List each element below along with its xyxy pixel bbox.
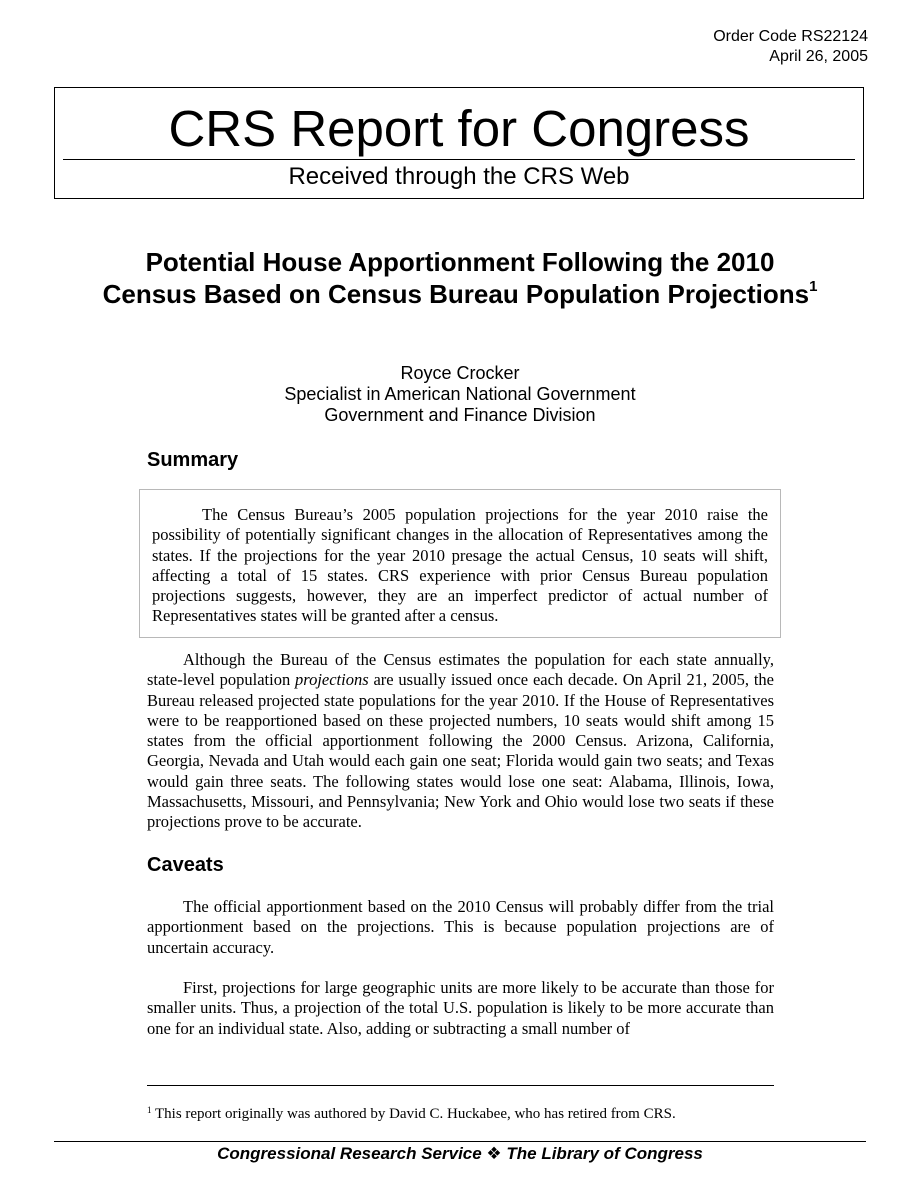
summary-heading: Summary (147, 449, 239, 471)
footer-divider (54, 1141, 866, 1142)
author-division: Government and Finance Division (324, 405, 596, 425)
banner-divider (63, 159, 855, 160)
footnote-divider (147, 1085, 774, 1086)
author-name: Royce Crocker (400, 363, 520, 383)
summary-box (139, 489, 781, 638)
title-footnote-mark[interactable]: 1 (809, 278, 818, 295)
report-date: April 26, 2005 (769, 48, 868, 65)
intro-emphasis: projections (295, 670, 369, 690)
banner-subtitle: Received through the CRS Web (288, 163, 630, 190)
footnote-text: This report originally was authored by David C. Huckabee, who has retired from CRS. (154, 1106, 676, 1122)
intro-text-start: Although the Bureau of the Census estimates the population for each state annually, state-level population (147, 650, 774, 690)
footnote-mark: 1 (147, 1105, 152, 1115)
intro-text-end: are usually issued once each decade. On April 21, 2005, the Bureau released projected state populations for the year 2010. If the House of Representatives were to be reapportioned based on these projected numbers, 10 seats would shift among 15 states from the official apportionment following the 2000 Census. Arizona, California, Georgia, Nevada and Utah would each gain one seat; Florida would gain two seats; and Texas would gain three seats. The following states would lose one seat: Alabama, Illinois, Iowa, Massachusetts, Missouri, and Pennsylvania; New York and Ohio would lose two seats if these projections prove to be accurate. (147, 670, 774, 832)
report-title (100, 246, 820, 310)
intro-paragraph (147, 650, 774, 833)
order-info (713, 27, 868, 67)
caveats-heading: Caveats (147, 854, 224, 876)
banner-title: CRS Report for Congress (168, 100, 750, 157)
footnote (147, 1105, 787, 1123)
summary-text: The Census Bureau’s 2005 population projections for the year 2010 raise the possibility of potentially significant changes in the allocation of Representatives among the states. If the projections for the year 2010 presage the actual Census, 10 seats will shift, affecting a total of 15 states. CRS experience with prior Census Bureau population projections suggests, however, they are an imperfect predictor of actual number of Representatives states will be granted after a census. (152, 505, 768, 626)
caveats-paragraph-1: The official apportionment based on the 2010 Census will probably differ from the trial apportionment based on the projections. This is because population projections are of uncertain accuracy. (147, 897, 774, 957)
author-position: Specialist in American National Government (284, 384, 636, 404)
report-title-text: Potential House Apportionment Following the 2010 Census Based on Census Bureau Population Projections (102, 247, 810, 309)
report-banner (54, 87, 864, 199)
author-block (100, 363, 820, 426)
page-footer: Congressional Research Service ❖ The Library of Congress (217, 1144, 703, 1163)
caveats-paragraph-2: First, projections for large geographic units are more likely to be accurate than those for smaller units. Thus, a projection of the total U.S. population is likely to be more accurate than one for an individual state. Also, adding or subtracting a small number of (147, 978, 774, 1038)
order-code: Order Code RS22124 (713, 28, 868, 45)
